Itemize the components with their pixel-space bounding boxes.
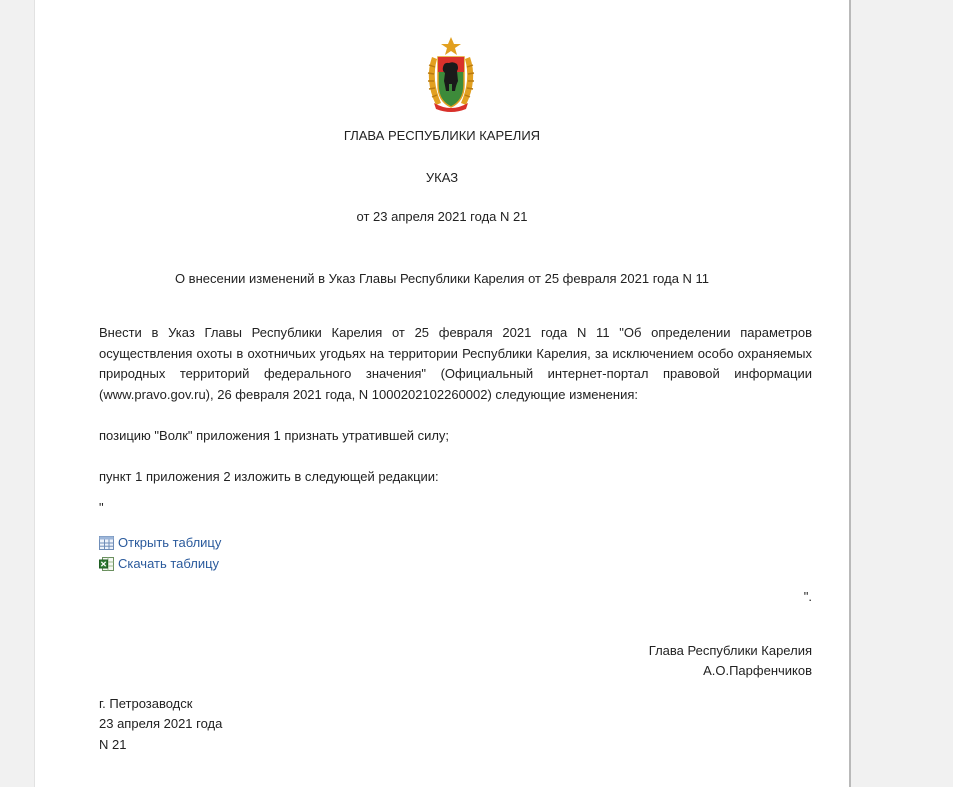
paragraph-1: Внести в Указ Главы Республики Карелия от 25 февраля 2021 года N 11 "Об определении параметров осуществления охоты в охотничьих угодьях на территории Республики Карелия, за исключением особо охраняемых природных территорий федерального значения" (Официальный интернет-портал правовой информации (www.pravo.gov.ru), 26 февраля 2021 года, N 1000202102260002) следующие изменения: xyxy=(99,325,812,402)
download-table-link[interactable]: Скачать таблицу xyxy=(118,556,220,571)
document-page xyxy=(34,0,852,787)
document-date-number: от 23 апреля 2021 года N 21 xyxy=(356,209,528,224)
excel-icon xyxy=(99,557,114,571)
table-icon xyxy=(99,536,114,550)
open-table-row xyxy=(99,535,221,550)
paragraph-2: позицию "Волк" приложения 1 признать утратившей силу; xyxy=(99,428,450,443)
open-table-link[interactable]: Открыть таблицу xyxy=(118,535,222,550)
signatory-position: Глава Республики Карелия xyxy=(648,643,812,658)
quote-open: " xyxy=(99,500,104,515)
karelia-coat-of-arms-icon xyxy=(422,35,480,113)
document-title: О внесении изменений в Указ Главы Республики Карелия от 25 февраля 2021 года N 11 xyxy=(174,271,710,286)
quote-close: ". xyxy=(803,589,812,604)
footer-city: г. Петрозаводск xyxy=(99,696,193,711)
signatory-name: А.О.Парфенчиков xyxy=(703,663,812,678)
footer-number: N 21 xyxy=(99,737,127,752)
document-type: УКАЗ xyxy=(425,170,459,185)
right-gutter xyxy=(851,0,953,787)
footer-date: 23 апреля 2021 года xyxy=(99,716,223,731)
authority-heading: ГЛАВА РЕСПУБЛИКИ КАРЕЛИЯ xyxy=(343,128,541,143)
paragraph-3: пункт 1 приложения 2 изложить в следующей редакции: xyxy=(99,469,439,484)
download-table-row xyxy=(99,556,219,571)
